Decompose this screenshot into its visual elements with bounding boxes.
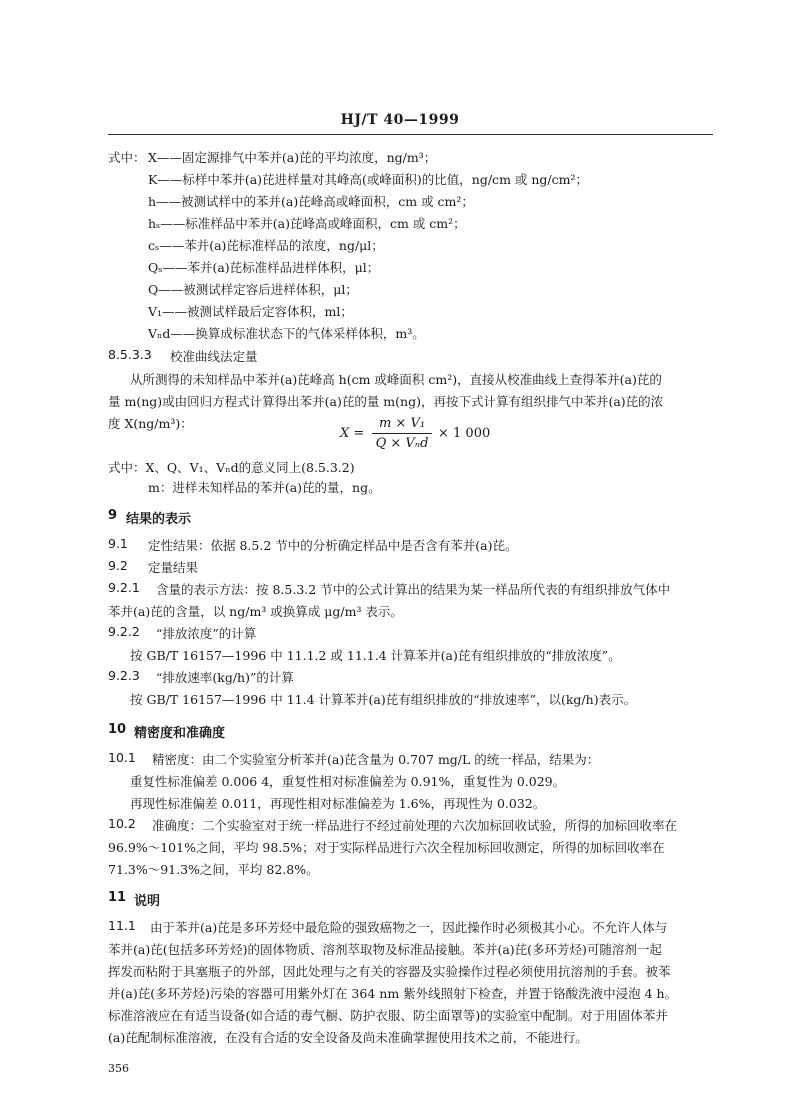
paragraph-line: (a)芘配制标准溶液，在没有合适的安全设备及尚未准确掌握使用技术之前，不能进行。 — [108, 1030, 588, 1045]
item-text: 再现性标准偏差 0.011，再现性相对标准偏差为 1.6%，再现性为 0.032。 — [130, 796, 546, 811]
formula-rhs: × 1 000 — [438, 426, 491, 441]
def-item: Vₙd——换算成标准状态下的气体采样体积，m³。 — [148, 326, 425, 341]
item-number: 10.1 — [108, 750, 136, 765]
item-text: 71.3%～91.3%之间，平均 82.8%。 — [108, 862, 319, 877]
item-number: 9.2.1 — [108, 580, 140, 595]
def-item: K——标样中苯并(a)芘进样量对其峰高(或峰面积)的比值，ng/cm 或 ng/cm²； — [148, 172, 588, 187]
section-title: 校准曲线法定量 — [170, 349, 258, 364]
item-number: 9.2 — [108, 558, 128, 573]
where-line: m：进样未知样品的苯并(a)芘的量，ng。 — [148, 480, 381, 495]
item-text: 定性结果：依据 8.5.2 节中的分析确定样品中是否含有苯并(a)芘。 — [148, 538, 518, 553]
fraction-bar — [372, 433, 432, 434]
paragraph-line: 由于苯并(a)芘是多环芳烃中最危险的强致癌物之一，因此操作时必须极其小心。不允许人体与 — [150, 920, 668, 935]
paragraph-line: 度 X(ng/m³)： — [108, 416, 193, 431]
def-item: Qₛ——苯并(a)芘标准样品进样体积，μl； — [148, 260, 380, 275]
item-text: “排放速率(kg/h)”的计算 — [156, 670, 294, 685]
item-text: 准确度：二个实验室对于统一样品进行不经过前处理的六次加标回收试验，所得的加标回收率在 — [152, 818, 678, 833]
def-item: hₛ——标准样品中苯并(a)芘峰高或峰面积，cm 或 cm²； — [148, 216, 466, 231]
paragraph-line: 标准溶液应在有适当设备(如合适的毒气橱、防护衣服、防尘面罩等)的实验室中配制。对于用固体苯并 — [108, 1008, 668, 1023]
defs-intro: 式中： — [108, 150, 146, 165]
item-text: 精密度：由二个实验室分析苯并(a)芘含量为 0.707 mg/L 的统一样品，结果为： — [152, 752, 600, 767]
item-text: 定量结果 — [148, 560, 199, 575]
paragraph-line: 量 m(ng)或由回归方程式计算得出苯并(a)芘的量 m(ng)，再按下式计算有组织排气中苯并(a)芘的浓 — [108, 394, 664, 409]
item-text: “排放浓度”的计算 — [156, 626, 257, 641]
item-number: 9.2.2 — [108, 624, 140, 639]
item-text: 按 GB/T 16157—1996 中 11.4 计算苯并(a)芘有组织排放的“排放速率”，以(kg/h)表示。 — [130, 692, 637, 707]
def-item: V₁——被测试样最后定容体积，ml； — [148, 304, 353, 319]
document-code: HJ/T 40—1999 — [340, 112, 460, 128]
page-number: 356 — [108, 1062, 129, 1075]
def-item: cₛ——苯并(a)芘标准样品的浓度，ng/μl； — [148, 238, 384, 253]
section-number: 10 — [108, 722, 127, 737]
formula-numerator: m × V₁ — [378, 416, 426, 431]
section-number: 9 — [108, 508, 118, 523]
paragraph-line: 从所测得的未知样品中苯并(a)芘峰高 h(cm 或峰面积 cm²)，直接从校准曲线上查得苯并(a)芘的 — [130, 372, 662, 387]
item-number: 11.1 — [108, 918, 136, 933]
section-title: 说明 — [134, 894, 161, 909]
paragraph-line: 挥发而粘附于具塞瓶子的外部，因此处理与之有关的容器及实验操作过程必须使用抗溶剂的手套。被苯 — [108, 964, 671, 979]
item-text: 含量的表示方法：按 8.5.3.2 节中的公式计算出的结果为某一样品所代表的有组织排放气体中 — [156, 582, 671, 597]
item-number: 9.2.3 — [108, 668, 140, 683]
def-item: X——固定源排气中苯并(a)芘的平均浓度，ng/m³； — [148, 150, 437, 165]
section-number: 8.5.3.3 — [108, 347, 152, 362]
def-item: h——被测试样中的苯并(a)芘峰高或峰面积，cm 或 cm²； — [148, 194, 474, 209]
item-text: 苯并(a)芘的含量，以 ng/m³ 或换算成 μg/m³ 表示。 — [108, 604, 403, 619]
section-number: 11 — [108, 890, 127, 905]
section-title: 结果的表示 — [126, 512, 192, 527]
def-item: Q——被测试样定容后进样体积，μl； — [148, 282, 358, 297]
header-rule — [108, 134, 713, 135]
item-text: 96.9%～101%之间，平均 98.5%；对于实际样品进行六次全程加标回收测定，所得的加标回收率在 — [108, 840, 665, 855]
item-number: 10.2 — [108, 816, 136, 831]
where-line: 式中：X、Q、V₁、Vₙd的意义同上(8.5.3.2) — [108, 460, 355, 475]
formula-lhs: X = — [340, 426, 365, 441]
paragraph-line: 并(a)芘(多环芳烃)污染的容器可用紫外灯在 364 nm 紫外线照射下检查，并置于铬酸洗液中浸泡 4 h。 — [108, 986, 678, 1001]
item-text: 重复性标准偏差 0.006 4，重复性相对标准偏差为 0.91%，重复性为 0.029。 — [130, 774, 566, 789]
item-number: 9.1 — [108, 536, 128, 551]
item-text: 按 GB/T 16157—1996 中 11.1.2 或 11.1.4 计算苯并(a)芘有组织排放的“排放浓度”。 — [130, 648, 621, 663]
formula-denominator: Q × Vₙd — [375, 436, 429, 451]
section-title: 精密度和准确度 — [134, 726, 226, 741]
paragraph-line: 苯并(a)芘(包括多环芳烃)的固体物质、溶剂萃取物及标准品接触。苯并(a)芘(多环芳烃)可随溶剂一起 — [108, 942, 662, 957]
